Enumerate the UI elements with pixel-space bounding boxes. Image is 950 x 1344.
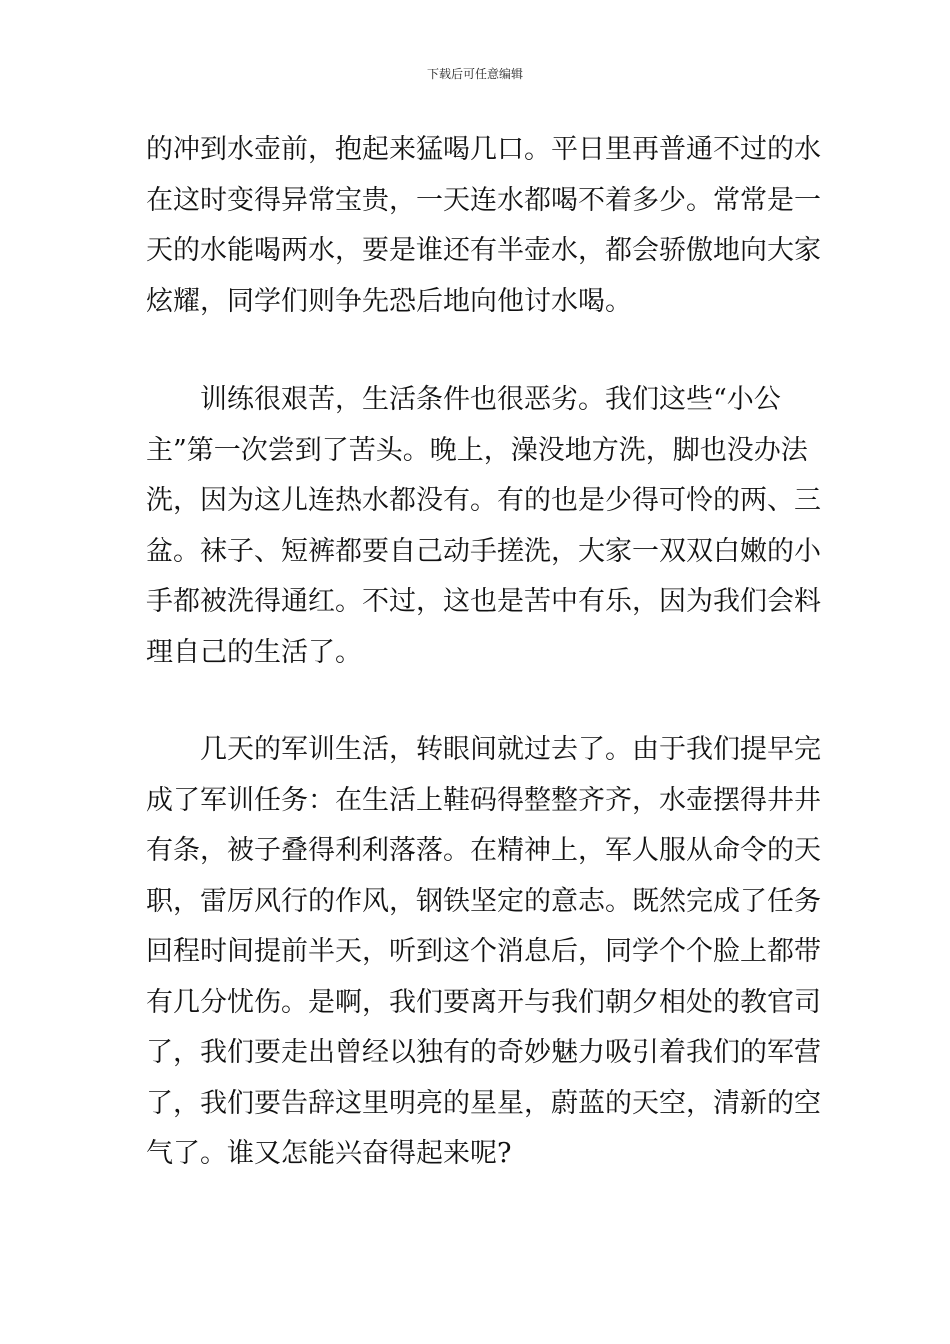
paragraph-first-line: 几天的军训生活，转眼间就过去了。由于我们提早完 (200, 734, 821, 765)
paragraph-first-line: 训练很艰苦，生活条件也很恶劣。我们这些“小公 (200, 384, 781, 415)
paragraph-2 (146, 375, 821, 678)
paragraph-line: 主”第一次尝到了苦头。晚上，澡没地方洗，脚也没办法 (146, 434, 808, 466)
paragraph-line: 手都被洗得通红。不过，这也是苦中有乐，因为我们会料 (146, 586, 821, 617)
paragraph-3 (146, 725, 821, 1180)
paragraph-line: 有几分忧伤。是啊，我们要离开与我们朝夕相处的教官司 (146, 986, 821, 1018)
paragraph-1 (146, 125, 821, 327)
paragraph-line: 有条，被子叠得利利落落。在精神上，军人服从命令的天 (146, 835, 821, 866)
paragraph-line: 理自己的生活了。 (146, 636, 362, 668)
paragraph-line: 回程时间提前半天，听到这个消息后，同学个个脸上都带 (146, 936, 821, 967)
paragraph-line: 了，我们要走出曾经以独有的奇妙魅力吸引着我们的军营 (146, 1037, 821, 1068)
paragraph-line: 洗，因为这儿连热水都没有。有的也是少得可怜的两、三 (146, 485, 821, 516)
paragraph-line: 成了军训任务：在生活上鞋码得整整齐齐，水壶摆得井井 (146, 784, 821, 816)
paragraph-line: 盆。袜子、短裤都要自己动手搓洗，大家一双双白嫩的小 (146, 535, 821, 567)
paragraph-line: 气了。谁又怎能兴奋得起来呢? (146, 1138, 512, 1169)
page-header: 下载后可任意编辑 (426, 67, 523, 81)
paragraph-line: 炫耀，同学们则争先恐后地向他讨水喝。 (146, 285, 632, 317)
paragraph-line: 天的水能喝两水，要是谁还有半壶水，都会骄傲地向大家 (146, 235, 821, 266)
paragraph-line: 的冲到水壶前，抱起来猛喝几口。平日里再普通不过的水 (146, 134, 821, 165)
paragraph-line: 了，我们要告辞这里明亮的星星，蔚蓝的天空，清新的空 (146, 1087, 821, 1119)
paragraph-line: 职，雷厉风行的作风，钢铁坚定的意志。既然完成了任务 (146, 885, 821, 917)
paragraph-line: 在这时变得异常宝贵，一天连水都喝不着多少。常常是一 (146, 184, 821, 216)
